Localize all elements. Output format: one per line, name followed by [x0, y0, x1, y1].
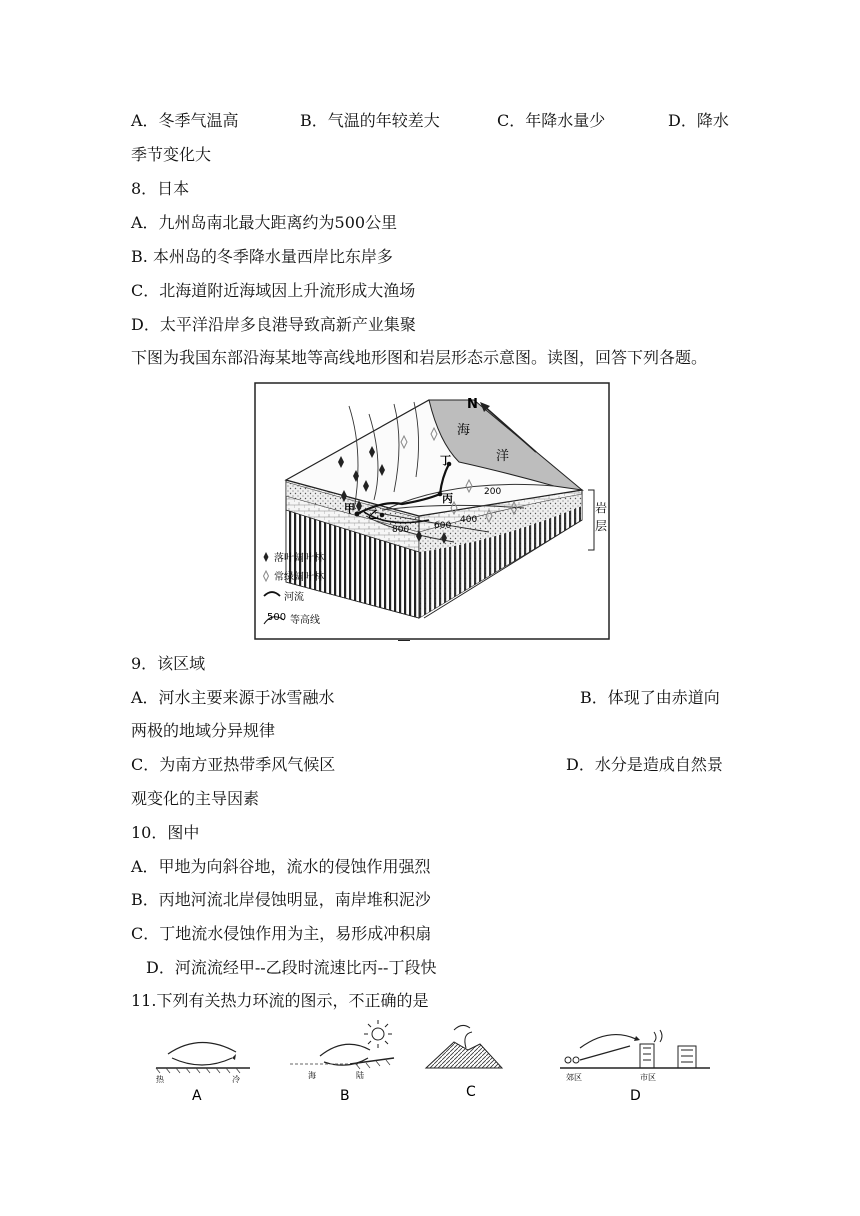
q9-stem: 9．该区域 — [131, 654, 206, 673]
label-bing: 丙 — [442, 492, 453, 505]
q7-option-a: A．冬季气温高 — [131, 111, 239, 130]
d-city-label: 市区 — [640, 1073, 656, 1082]
q9-option-b: B．体现了由赤道向 — [580, 688, 720, 707]
sea-label-2: 洋 — [496, 449, 510, 464]
legend-river: 河流 — [284, 592, 304, 603]
q10-option-a: A．甲地为向斜谷地，流水的侵蚀作用强烈 — [131, 857, 431, 876]
q7-option-d: D．降水 — [668, 111, 729, 130]
d-suburb-label: 郊区 — [566, 1073, 582, 1082]
contour-600: 600 — [434, 521, 452, 531]
legend-deciduous: 落叶阔叶林 — [274, 553, 324, 564]
label-jia: 甲 — [344, 502, 355, 515]
diagram-b — [290, 1020, 394, 1104]
q9-option-b-continued: 两极的地域分异规律 — [131, 721, 276, 740]
rock-label-1: 岩 — [595, 501, 608, 515]
q8-option-d: D．太平洋沿岸多良港导致高新产业集聚 — [131, 315, 416, 334]
diagram-label-b: B — [340, 1088, 350, 1104]
q9-option-d: D．水分是造成自然景 — [566, 755, 723, 774]
q11-stem: 11.下列有关热力环流的图示，不正确的是 — [131, 991, 429, 1010]
q8-option-c: C．北海道附近海域因上升流形成大渔场 — [131, 281, 416, 300]
legend-contour: 等高线 — [290, 615, 320, 626]
north-label: N — [467, 397, 478, 412]
q8-option-b: B. 本州岛的冬季降水量西岸比东岸多 — [131, 247, 393, 266]
contour-200: 200 — [484, 487, 502, 497]
diagram-a — [156, 1042, 250, 1104]
contour-400: 400 — [460, 515, 478, 525]
circulation-figure — [150, 1020, 730, 1104]
q7-option-d-continued: 季节变化大 — [131, 145, 212, 164]
q10-option-b: B．丙地河流北岸侵蚀明显，南岸堆积泥沙 — [131, 890, 431, 909]
diagram-label-c: C — [466, 1084, 476, 1100]
contour-800: 800 — [392, 525, 410, 535]
q10-stem: 10．图中 — [131, 823, 200, 842]
diagram-c — [426, 1025, 502, 1100]
b-land-label: 陆 — [356, 1071, 364, 1080]
figure-intro: 下图为我国东部沿海某地等高线地形图和岩层形态示意图。读图，回答下列各题。 — [131, 348, 708, 367]
q10-option-c: C．丁地流水侵蚀作用为主，易形成冲积扇 — [131, 924, 432, 943]
q7-option-c: C．年降水量少 — [497, 111, 606, 130]
terrain-figure — [254, 382, 610, 640]
sea-label-1: 海 — [457, 423, 471, 438]
q9-option-d-continued: 观变化的主导因素 — [131, 789, 260, 808]
q7-option-b: B．气温的年较差大 — [300, 111, 440, 130]
diagram-label-a: A — [192, 1088, 202, 1104]
label-yi: 乙 — [368, 508, 379, 521]
figure-dash — [398, 640, 410, 641]
diagram-label-d: D — [630, 1088, 641, 1104]
q8-option-a: A．九州岛南北最大距离约为500公里 — [131, 213, 398, 232]
q9-option-c: C．为南方亚热带季风气候区 — [131, 755, 336, 774]
q9-option-a: A．河水主要来源于冰雪融水 — [131, 688, 335, 707]
a-hot-label: 热 — [156, 1075, 164, 1084]
rock-label-2: 层 — [595, 519, 608, 533]
legend-contour-value: 500 — [267, 612, 287, 623]
a-cold-label: 冷 — [232, 1075, 240, 1084]
b-sea-label: 海 — [308, 1071, 316, 1080]
q10-option-d: D．河流流经甲--乙段时流速比丙--丁段快 — [146, 958, 437, 977]
q8-stem: 8．日本 — [131, 179, 190, 198]
label-ding: 丁 — [440, 454, 451, 467]
legend-evergreen: 常绿阔叶林 — [274, 572, 324, 583]
diagram-d — [560, 1030, 710, 1104]
